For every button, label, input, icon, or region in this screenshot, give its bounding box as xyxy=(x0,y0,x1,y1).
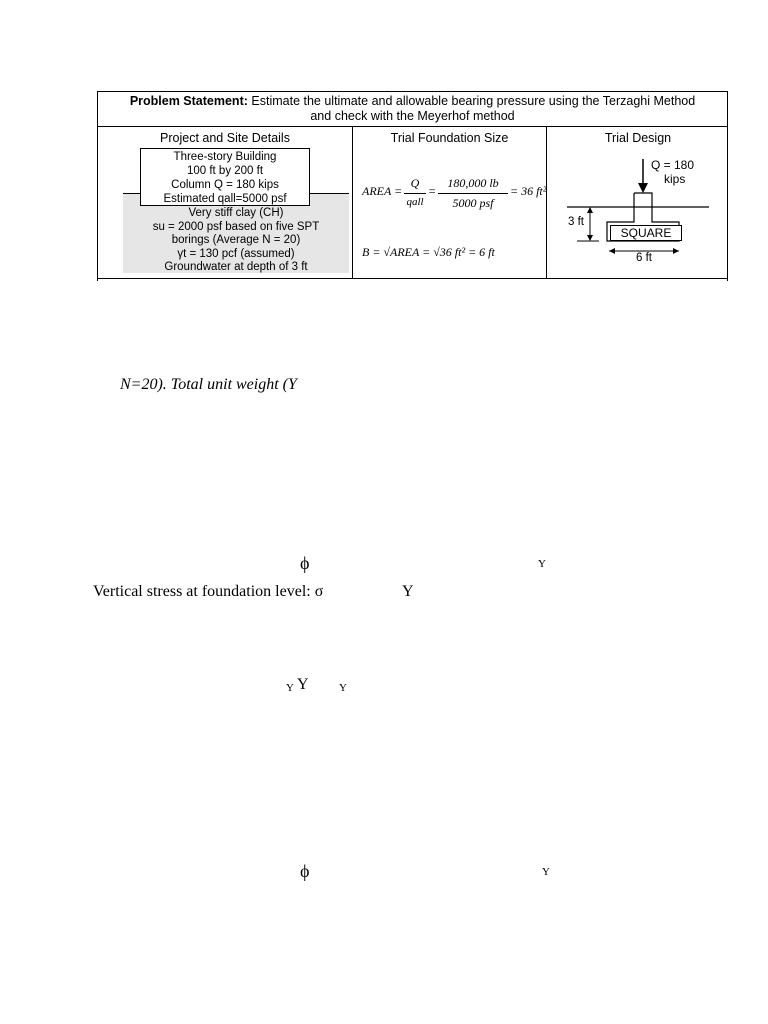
soil-description xyxy=(123,207,349,275)
load-label xyxy=(651,158,694,186)
area-result: = 36 ft² xyxy=(510,184,547,198)
gamma-symbol: Y xyxy=(402,583,414,600)
building-line: Estimated qall=5000 psf xyxy=(163,193,287,205)
gamma-symbol: Y xyxy=(297,676,309,693)
fraction-1-bar xyxy=(404,193,426,194)
problem-figure xyxy=(97,91,728,279)
soil-line: su = 2000 psf based on five SPT xyxy=(152,220,320,233)
load-arrow-icon xyxy=(638,183,648,193)
soil-line: Groundwater at depth of 3 ft xyxy=(164,261,308,273)
building-line: 100 ft by 200 ft xyxy=(186,165,264,177)
gamma-symbol: Y xyxy=(538,558,546,570)
trial-size-heading: Trial Foundation Size xyxy=(390,131,509,145)
dimension-arrow-icon xyxy=(609,248,615,254)
gamma-symbol: Y xyxy=(542,866,550,878)
equals-sign: = xyxy=(428,184,437,198)
width-label: 6 ft xyxy=(636,252,652,264)
soil-line: borings (Average N = 20) xyxy=(171,234,301,246)
footing-label: SQUARE xyxy=(610,225,682,241)
figure-edge xyxy=(97,279,98,281)
dimension-arrow-icon xyxy=(587,235,593,241)
phi-symbol: ϕ xyxy=(300,861,310,881)
trial-design-heading: Trial Design xyxy=(604,131,672,145)
soil-line: γt = 130 pcf (assumed) xyxy=(177,247,295,260)
gamma-symbol: Y xyxy=(286,682,294,694)
building-line: Three-story Building xyxy=(173,151,277,163)
area-equation-lhs: AREA = xyxy=(362,184,403,198)
fraction-2-bar xyxy=(438,193,508,194)
dimension-arrow-icon xyxy=(587,207,593,213)
fraction-2-denominator: 5000 psf xyxy=(452,196,494,210)
dimension-arrow-icon xyxy=(673,248,679,254)
gamma-symbol: Y xyxy=(339,682,347,694)
figure-edge xyxy=(727,279,728,281)
problem-label: Problem Statement: xyxy=(129,94,248,108)
site-details-heading: Project and Site Details xyxy=(160,131,290,145)
column-divider xyxy=(352,127,353,278)
building-line: Column Q = 180 kips xyxy=(171,179,279,191)
building-box xyxy=(140,148,310,206)
unit-weight-line: N=20). Total unit weight (Y xyxy=(120,376,297,393)
vertical-stress-line: Vertical stress at foundation level: σ xyxy=(93,583,324,600)
fraction-1-denominator: qall xyxy=(406,196,424,208)
depth-label: 3 ft xyxy=(568,216,584,228)
load-value: Q = 180 xyxy=(651,158,695,172)
fraction-2-numerator: 180,000 lb xyxy=(447,176,499,190)
problem-line-2: and check with the Meyerhof method xyxy=(310,109,515,123)
b-equation: B = √AREA = √36 ft² = 6 ft xyxy=(362,245,495,259)
soil-line: Very stiff clay (CH) xyxy=(188,207,284,219)
phi-symbol: ϕ xyxy=(300,553,310,573)
fraction-1-numerator: Q xyxy=(410,176,420,190)
problem-line-1: Estimate the ultimate and allowable bearing pressure using the Terzaghi Method xyxy=(251,94,696,108)
load-unit: kips xyxy=(664,172,686,186)
problem-statement xyxy=(98,92,727,127)
